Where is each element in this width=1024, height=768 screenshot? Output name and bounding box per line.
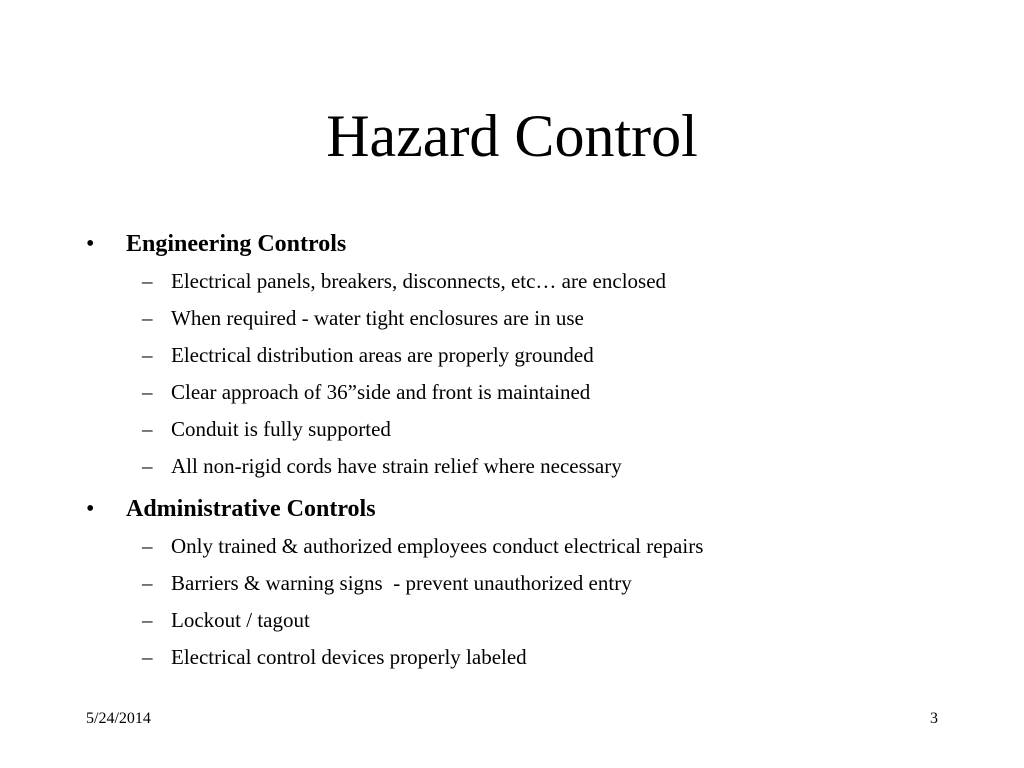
footer-page-number: 3 <box>930 710 938 727</box>
dash-icon: – <box>142 306 153 330</box>
dash-icon: – <box>142 645 153 669</box>
bullet-icon: • <box>86 231 95 257</box>
list-item <box>0 602 1024 639</box>
section-administrative-controls <box>0 491 1024 676</box>
list-item <box>0 300 1024 337</box>
list-item <box>0 528 1024 565</box>
list-item <box>0 337 1024 374</box>
list-item-text: Only trained & authorized employees conduct electrical repairs <box>171 534 704 558</box>
bullet-row <box>0 226 1024 263</box>
dash-icon: – <box>142 417 153 441</box>
footer-date: 5/24/2014 <box>86 710 151 727</box>
list-item-text: Electrical distribution areas are properly grounded <box>171 343 594 367</box>
list-item-text: When required - water tight enclosures are in use <box>171 306 584 330</box>
list-item-text: Electrical panels, breakers, disconnects, etc… are enclosed <box>171 269 667 293</box>
list-item <box>0 448 1024 485</box>
list-item-text: Barriers & warning signs - prevent unauthorized entry <box>171 571 632 595</box>
list-item <box>0 263 1024 300</box>
list-item-text: Electrical control devices properly labeled <box>171 645 527 669</box>
dash-icon: – <box>142 608 153 632</box>
dash-icon: – <box>142 534 153 558</box>
dash-icon: – <box>142 343 153 367</box>
section-heading: Engineering Controls <box>126 231 347 257</box>
list-item <box>0 411 1024 448</box>
dash-icon: – <box>142 269 153 293</box>
slide-content <box>0 226 1024 676</box>
list-item-text: Conduit is fully supported <box>171 417 391 441</box>
list-item <box>0 639 1024 676</box>
slide-title: Hazard Control <box>326 103 698 169</box>
dash-icon: – <box>142 380 153 404</box>
bullet-row <box>0 491 1024 528</box>
list-item-text: All non-rigid cords have strain relief where necessary <box>171 454 622 478</box>
dash-icon: – <box>142 571 153 595</box>
list-item <box>0 374 1024 411</box>
list-item-text: Lockout / tagout <box>171 608 310 632</box>
dash-icon: – <box>142 454 153 478</box>
section-heading: Administrative Controls <box>126 496 376 522</box>
section-engineering-controls <box>0 226 1024 485</box>
list-item-text: Clear approach of 36”side and front is maintained <box>171 380 591 404</box>
list-item <box>0 565 1024 602</box>
bullet-icon: • <box>86 496 95 522</box>
